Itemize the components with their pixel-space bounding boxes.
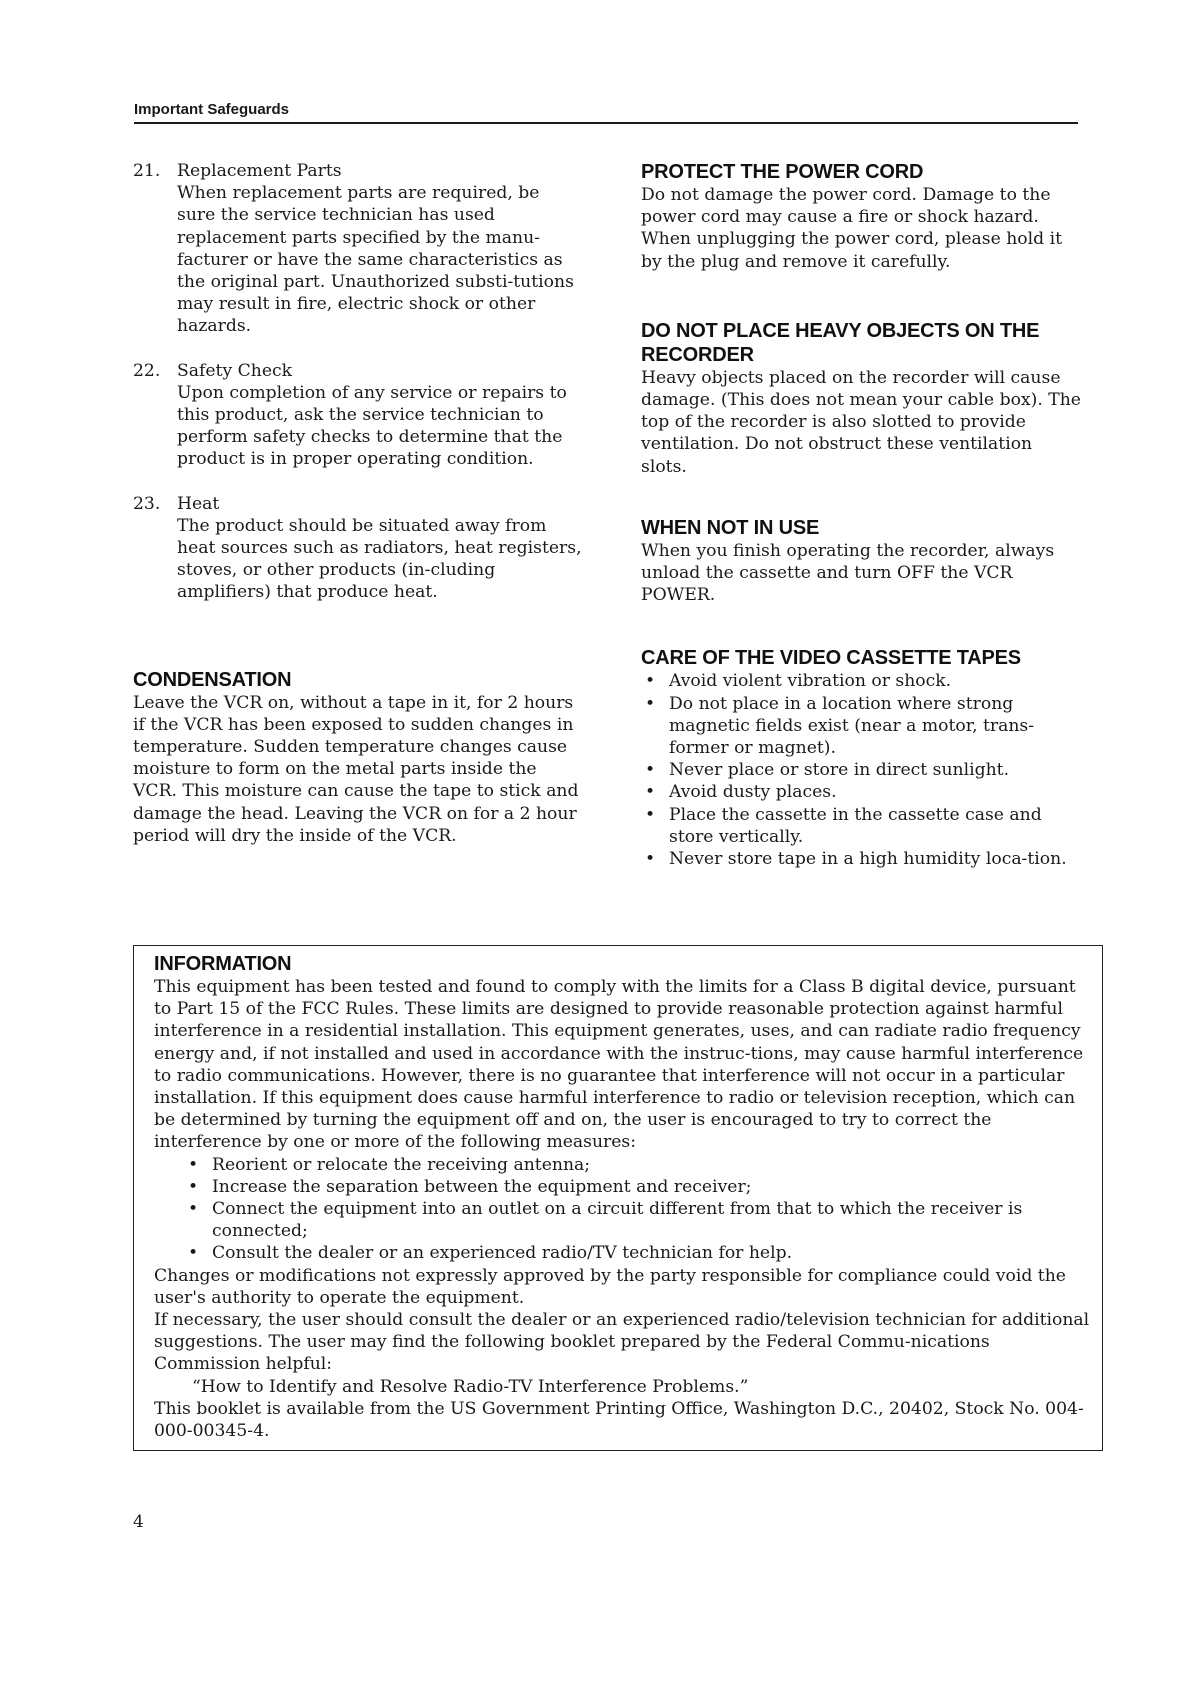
item-title: Safety Check <box>177 360 293 381</box>
information-consult: If necessary, the user should consult the dealer or an experienced radio/television technician for additional suggestions. The user may find the following booklet prepared by the Federal Commu-nications Commission helpful: <box>154 1310 1090 1375</box>
safeguard-item-23 <box>133 493 583 604</box>
condensation-section <box>133 668 583 847</box>
tape-care-list <box>641 670 1081 870</box>
list-item: • Avoid violent vibration or shock. <box>641 670 1081 692</box>
information-intro: This equipment has been tested and found to comply with the limits for a Class B digital device, pursuant to Part 15 of the FCC Rules. These limits are designed to provide reasonable protection against harmful interference in a residential installation. This equipment generates, uses, and can radiate radio frequency energy and, if not installed and used in accordance with the instruc-tions, may cause harmful interference to radio communications. However, there is no guarantee that interference will not occur in a particular installation. If this equipment does cause harmful interference to radio or television reception, which can be determined by turning the equipment off and on, the user is encouraged to try to correct the interference by one or more of the following measures: <box>154 977 1084 1153</box>
item-title: Heat <box>177 493 220 514</box>
header-title: Important Safeguards <box>134 101 290 118</box>
list-item: • Never place or store in direct sunlight. <box>641 759 1081 781</box>
tape-care-heading: CARE OF THE VIDEO CASSETTE TAPES <box>641 647 1021 670</box>
information-box <box>133 945 1103 1451</box>
list-item: • Place the cassette in the cassette case and store vertically. <box>641 804 1081 848</box>
power-cord-heading: PROTECT THE POWER CORD <box>641 161 924 183</box>
not-in-use-heading: WHEN NOT IN USE <box>641 516 820 539</box>
list-item: • Do not place in a location where strong magnetic fields exist (near a motor, trans-former or magnet). <box>641 693 1081 760</box>
list-item: • Never store tape in a high humidity loca-tion. <box>641 848 1081 870</box>
information-heading: INFORMATION <box>154 953 292 975</box>
left-column <box>133 160 583 877</box>
list-item: • Avoid dusty places. <box>641 781 1081 803</box>
item-number: 21. <box>133 161 161 181</box>
item-number: 22. <box>133 360 161 381</box>
information-measures-list <box>154 1154 1092 1265</box>
power-cord-body: Do not damage the power cord. Damage to the power cord may cause a fire or shock hazard. When unplugging the power cord, please hold it by the plug and remove it carefully. <box>641 185 1062 272</box>
item-body: The product should be situated away from heat sources such as radiators, heat registers, stoves, or other products (in-cluding amplifiers) that produce heat. <box>177 515 582 603</box>
condensation-heading: CONDENSATION <box>133 668 292 691</box>
booklet-availability: This booklet is available from the US Government Printing Office, Washington D.C., 20402, Stock No. 004-000-00345-4. <box>154 1398 1084 1442</box>
tape-care-section <box>641 646 1081 870</box>
item-body: When replacement parts are required, be sure the service technician has used replacement parts specified by the manu-facturer or have the same characteristics as the original part. Unauthorized substi-tutions may result in fire, electric shock or other hazards. <box>177 183 574 337</box>
list-item: • Consult the dealer or an experienced radio/TV technician for help. <box>184 1242 1092 1264</box>
list-item: • Connect the equipment into an outlet on a circuit different from that to which the receiver is connected; <box>184 1198 1092 1242</box>
page-header <box>134 101 1078 124</box>
item-body: Upon completion of any service or repairs to this product, ask the service technician to perform safety checks to determine that the product is in proper operating condition. <box>177 382 567 470</box>
information-changes: Changes or modifications not expressly approved by the party responsible for compliance could void the user's authority to operate the equipment. <box>154 1265 1066 1308</box>
heavy-objects-body: Heavy objects placed on the recorder will cause damage. (This does not mean your cable box). The top of the recorder is also slotted to provide ventilation. Do not obstruct these ventilation slots. <box>641 367 1081 477</box>
list-item: • Increase the separation between the equipment and receiver; <box>184 1176 1092 1198</box>
list-item: • Reorient or relocate the receiving antenna; <box>184 1154 1092 1176</box>
safeguard-item-21 <box>133 160 583 338</box>
booklet-title: “How to Identify and Resolve Radio-TV Interference Problems.” <box>192 1376 749 1397</box>
item-title: Replacement Parts <box>177 161 342 181</box>
condensation-body: Leave the VCR on, without a tape in it, for 2 hours if the VCR has been exposed to sudden changes in temperature. Sudden temperature changes cause moisture to form on the metal parts inside the VCR. This moisture can cause the tape to stick and damage the head. Leaving the VCR on for a 2 hour period will dry the inside of the VCR. <box>133 692 579 846</box>
right-column <box>641 160 1081 900</box>
heavy-objects-heading: DO NOT PLACE HEAVY OBJECTS ON THE RECORDER <box>641 319 1040 366</box>
item-number: 23. <box>133 493 161 514</box>
power-cord-section <box>641 160 1081 273</box>
safeguard-item-22 <box>133 360 583 471</box>
not-in-use-section <box>641 516 1081 607</box>
page-number: 4 <box>133 1512 144 1532</box>
heavy-objects-section <box>641 319 1081 478</box>
not-in-use-body: When you finish operating the recorder, always unload the cassette and turn OFF the VCR POWER. <box>641 540 1055 606</box>
